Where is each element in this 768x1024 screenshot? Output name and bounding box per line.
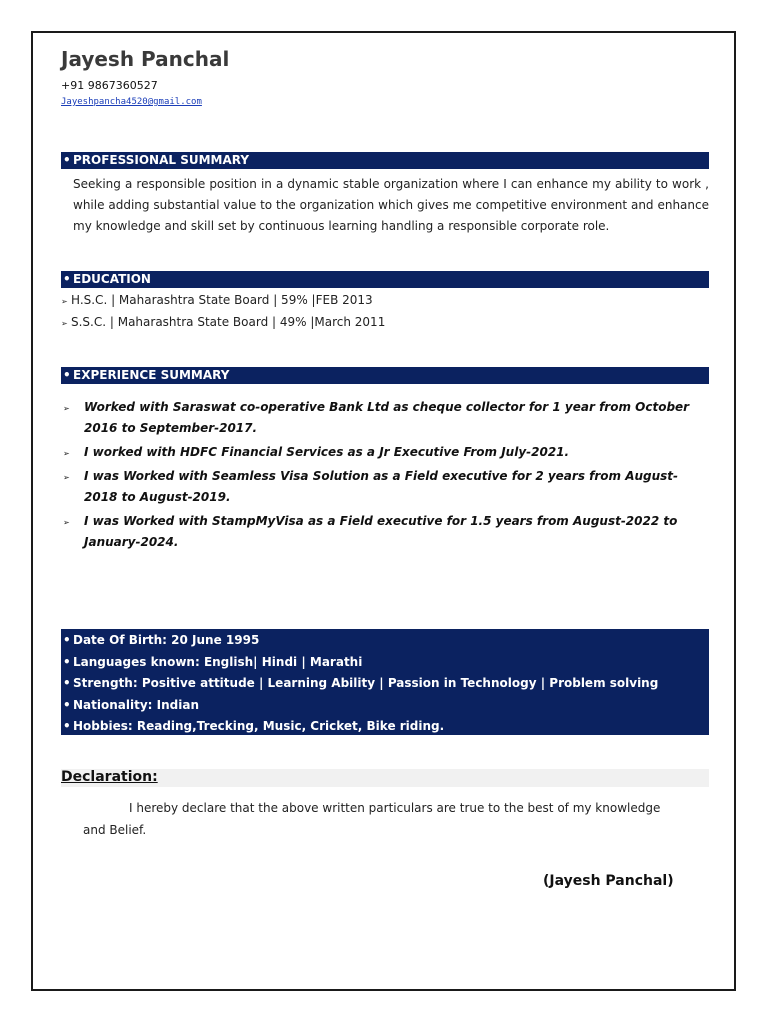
section-title: EDUCATION [73,272,151,286]
experience-item [61,397,711,439]
education-text: H.S.C. | Maharashtra State Board | 59% |FEB 2013 [71,293,373,307]
personal-detail-nationality: • Nationality: Indian [61,695,709,717]
arrow-bullet-icon: ➢ [63,473,70,482]
declaration-text: I hereby declare that the above written particulars are true to the best of my knowledge and Belief. [83,801,661,837]
arrow-bullet-icon: ➢ [61,319,68,328]
bullet-icon: • [63,272,71,286]
section-title: PROFESSIONAL SUMMARY [73,153,250,167]
bullet-icon: • [63,719,71,734]
education-text: S.S.C. | Maharashtra State Board | 49% |March 2011 [71,315,386,329]
signature-name: (Jayesh Panchal) [543,873,674,889]
email-link[interactable]: Jayeshpancha4520@gmail.com [61,97,202,107]
phone-number: +91 9867360527 [61,79,158,92]
personal-detail-languages: • Languages known: English| Hindi | Marathi [61,652,709,674]
experience-item [61,466,711,508]
declaration-header-background [61,769,709,787]
arrow-bullet-icon: ➢ [63,518,70,527]
professional-summary-text: Seeking a responsible position in a dynamic stable organization where I can enhance my ability to work , while adding substantial value to the organization which gives me competitive environment and enhance my knowledge and skill set by continuous learning handling a responsible corporate role. [73,177,709,233]
personal-detail-dob: • Date Of Birth: 20 June 1995 [61,630,709,652]
experience-text: I was Worked with StampMyVisa as a Field executive for 1.5 years from August-2022 to January-2024. [84,514,678,549]
arrow-bullet-icon: ➢ [63,404,70,413]
bullet-icon: • [63,368,71,382]
bullet-icon: • [63,697,71,712]
bullet-icon: • [63,676,71,691]
arrow-bullet-icon: ➢ [63,449,70,458]
section-header-professional-summary [61,152,709,169]
declaration-title: Declaration: [61,769,158,785]
section-header-education [61,271,709,288]
experience-list [61,397,711,556]
candidate-name: Jayesh Panchal [61,47,230,71]
education-item [61,293,373,307]
resume-page [31,31,736,991]
bullet-icon: • [63,633,71,647]
experience-item [61,511,711,553]
experience-item [61,442,711,463]
experience-text: Worked with Saraswat co-operative Bank Ltd as cheque collector for 1 year from October 2016 to September-2017. [84,400,690,435]
experience-text: I worked with HDFC Financial Services as a Jr Executive From July-2021. [84,445,570,459]
arrow-bullet-icon: ➢ [61,297,68,306]
personal-detail-strength: • Strength: Positive attitude | Learning Ability | Passion in Technology | Problem solving [61,673,709,695]
bullet-icon: • [63,654,71,669]
personal-details-block [61,629,709,735]
personal-detail-hobbies: • Hobbies: Reading,Trecking, Music, Cricket, Bike riding. [61,716,709,738]
section-title: EXPERIENCE SUMMARY [73,368,230,382]
experience-text: I was Worked with Seamless Visa Solution as a Field executive for 2 years from August-2018 to August-2019. [84,469,679,504]
bullet-icon: • [63,153,71,167]
education-item [61,315,385,329]
section-header-experience-summary [61,367,709,384]
